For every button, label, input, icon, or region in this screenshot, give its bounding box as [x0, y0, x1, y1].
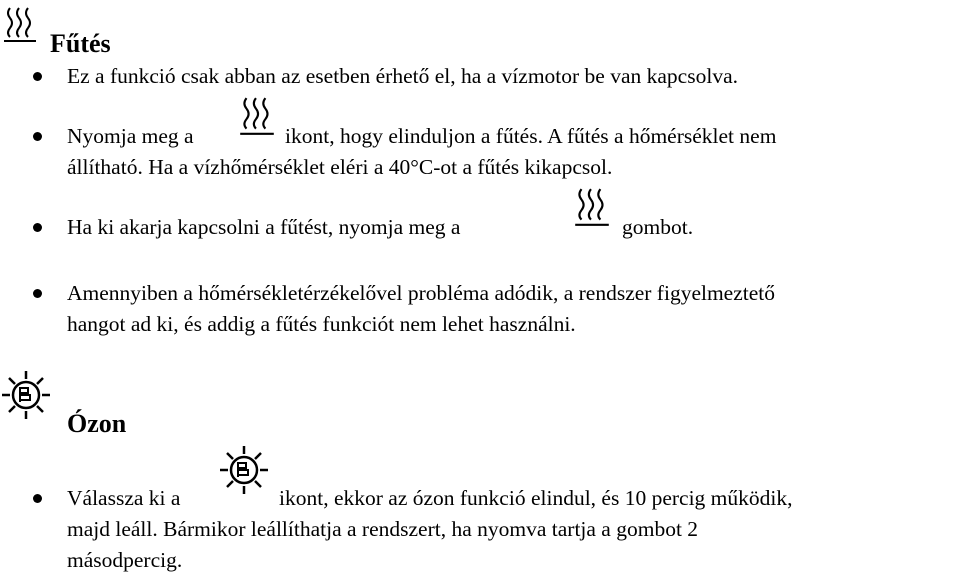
- heating-section-title: Fűtés: [50, 29, 111, 58]
- bullet: [33, 72, 42, 81]
- heating-item-2-part2: ikont, hogy elinduljon a fűtés. A fűtés a hőmérséklet nem: [285, 124, 777, 148]
- ozone-item-1-line3: másodpercig.: [67, 548, 183, 572]
- heating-item-4-line1: Amennyiben a hőmérsékletérzékelővel probléma adódik, a rendszer figyelmeztető: [67, 281, 776, 305]
- ozone-item-1-part2: ikont, ekkor az ózon funkció elindul, és 10 percig működik,: [279, 486, 793, 510]
- ozone-item-1-part1: Válassza ki a: [67, 486, 181, 510]
- heat-waves-icon: [236, 95, 278, 137]
- heating-item-2-part1: Nyomja meg a: [67, 124, 194, 148]
- ozone-sun-icon: [0, 369, 52, 421]
- ozone-sun-icon: [218, 444, 270, 496]
- bullet: [33, 494, 42, 503]
- ozone-item-1-line2: majd leáll. Bármikor leállíthatja a rendszert, ha nyomva tartja a gombot 2: [67, 517, 699, 541]
- bullet: [33, 289, 42, 298]
- bullet: [33, 132, 42, 141]
- ozone-section-title: Ózon: [67, 409, 127, 438]
- heating-item-2-line2: állítható. Ha a vízhőmérséklet eléri a 40°C-ot a fűtés kikapcsol.: [67, 155, 613, 179]
- heating-item-3-part1: Ha ki akarja kapcsolni a fűtést, nyomja meg a: [67, 215, 461, 239]
- heating-item-1: Ez a funkció csak abban az esetben érhető el, ha a vízmotor be van kapcsolva.: [67, 64, 738, 88]
- heating-item-3-part2: gombot.: [622, 215, 694, 239]
- heating-item-4-line2: hangot ad ki, és addig a fűtés funkciót nem lehet használni.: [67, 312, 576, 336]
- heat-waves-icon: [571, 186, 613, 228]
- bullet: [33, 223, 42, 232]
- heat-waves-icon: [2, 4, 42, 44]
